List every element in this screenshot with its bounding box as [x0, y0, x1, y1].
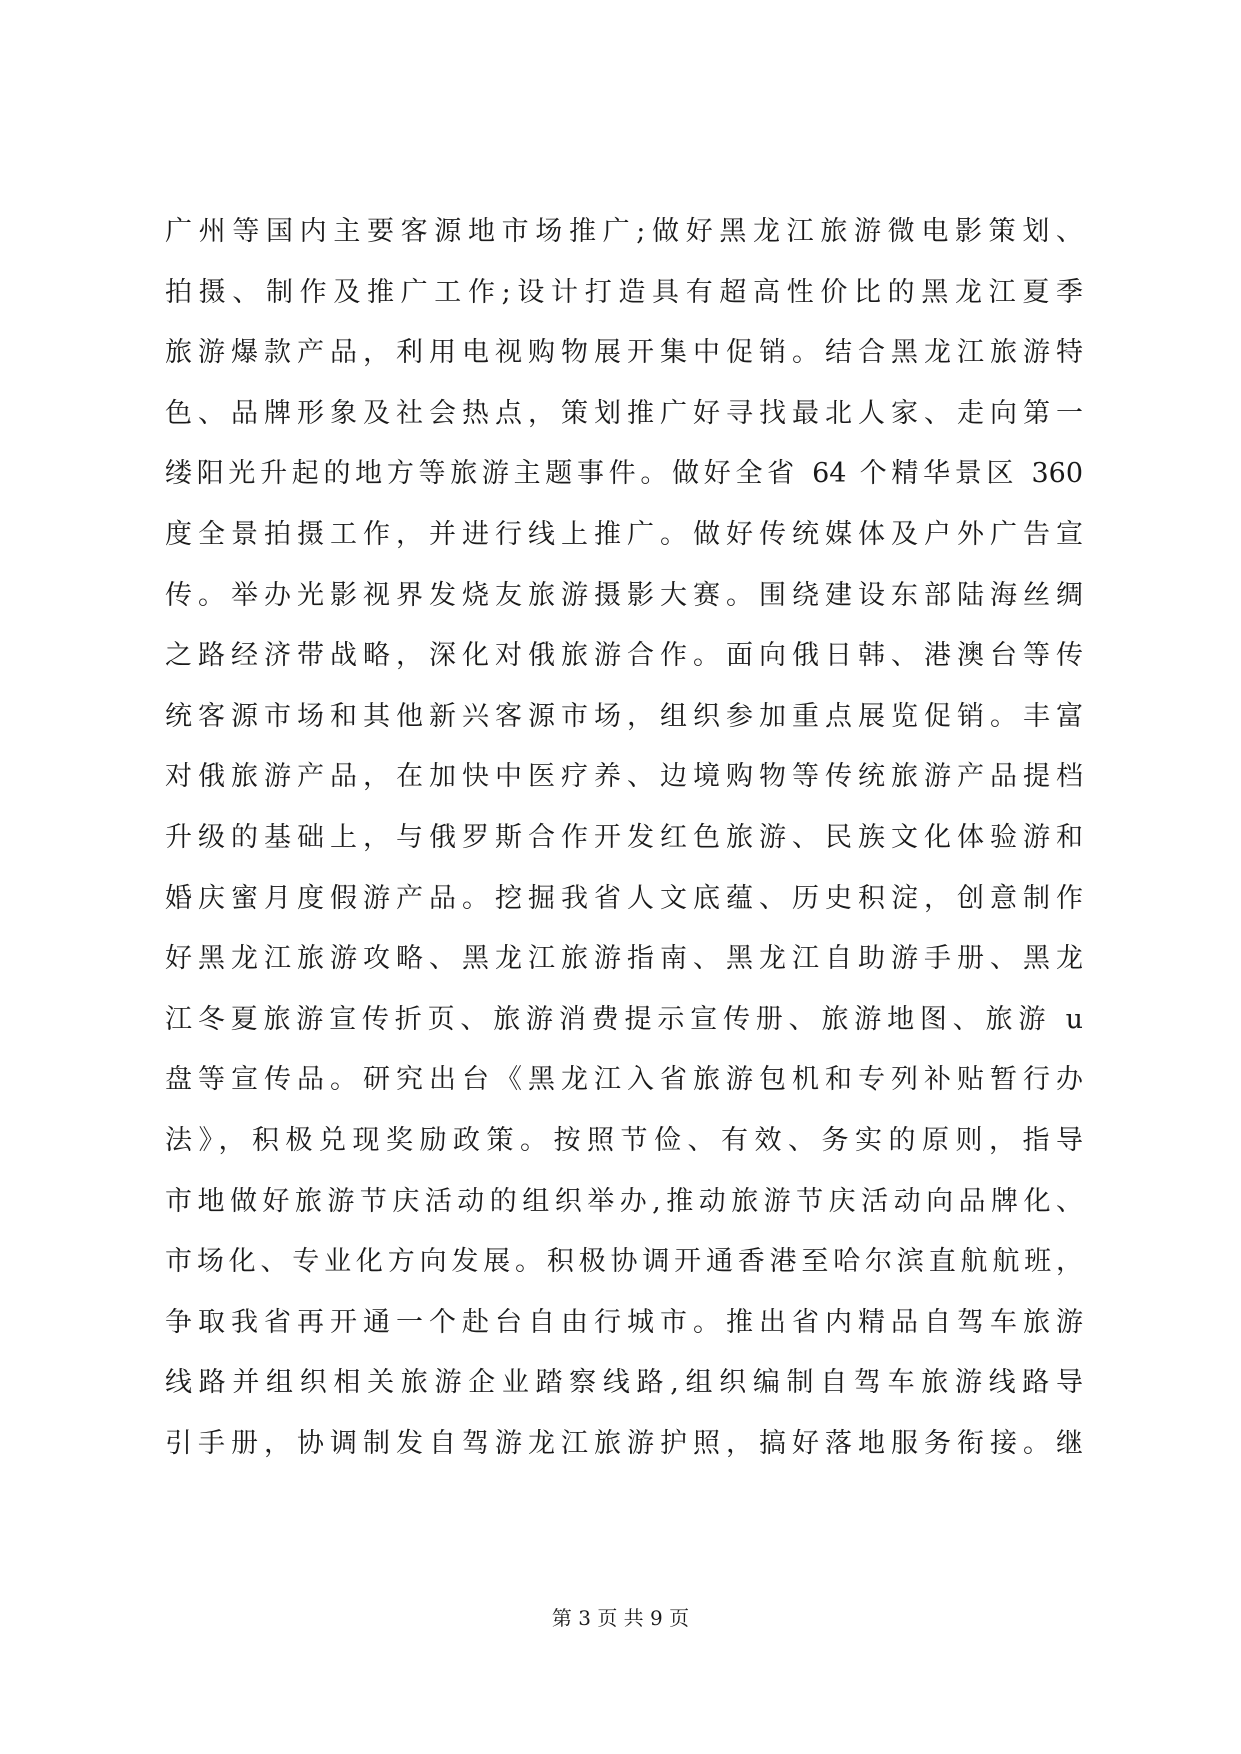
text-line: 市场化、专业化方向发展。积极协调开通香港至哈尔滨直航航班， [165, 1246, 1083, 1278]
text-line: 对俄旅游产品，在加快中医疗养、边境购物等传统旅游产品提档 [165, 761, 1083, 793]
text-line: 市地做好旅游节庆活动的组织举办,推动旅游节庆活动向品牌化、 [165, 1185, 1083, 1217]
text-line: 江冬夏旅游宣传折页、旅游消费提示宣传册、旅游地图、旅游 u [165, 1003, 1083, 1035]
text-line: 传。举办光影视界发烧友旅游摄影大赛。围绕建设东部陆海丝绸 [165, 579, 1083, 611]
text-line: 婚庆蜜月度假游产品。挖掘我省人文底蕴、历史积淀，创意制作 [165, 882, 1083, 914]
text-line: 旅游爆款产品，利用电视购物展开集中促销。结合黑龙江旅游特 [165, 337, 1083, 369]
text-line: 之路经济带战略，深化对俄旅游合作。面向俄日韩、港澳台等传 [165, 640, 1083, 672]
text-line: 色、品牌形象及社会热点，策划推广好寻找最北人家、走向第一 [165, 397, 1083, 429]
text-line: 线路并组织相关旅游企业踏察线路,组织编制自驾车旅游线路导 [165, 1367, 1083, 1399]
text-line: 争取我省再开通一个赴台自由行城市。推出省内精品自驾车旅游 [165, 1306, 1083, 1338]
text-line: 广州等国内主要客源地市场推广;做好黑龙江旅游微电影策划、 [165, 216, 1083, 247]
body-paragraph [165, 202, 1083, 1474]
text-line: 度全景拍摄工作，并进行线上推广。做好传统媒体及户外广告宣 [165, 518, 1083, 550]
text-line: 升级的基础上，与俄罗斯合作开发红色旅游、民族文化体验游和 [165, 821, 1083, 853]
text-line: 盘等宣传品。研究出台《黑龙江入省旅游包机和专列补贴暂行办 [165, 1064, 1083, 1096]
text-line: 统客源市场和其他新兴客源市场，组织参加重点展览促销。丰富 [165, 700, 1083, 732]
text-line: 拍摄、制作及推广工作;设计打造具有超高性价比的黑龙江夏季 [165, 276, 1083, 308]
text-line: 法》，积极兑现奖励政策。按照节俭、有效、务实的原则，指导 [165, 1124, 1083, 1156]
text-line: 缕阳光升起的地方等旅游主题事件。做好全省 64 个精华景区 360 [165, 458, 1083, 490]
text-line: 引手册，协调制发自驾游龙江旅游护照，搞好落地服务衔接。继 [165, 1427, 1083, 1459]
page-number-footer: 第 3 页 共 9 页 [551, 1606, 690, 1630]
text-line: 好黑龙江旅游攻略、黑龙江旅游指南、黑龙江自助游手册、黑龙 [165, 943, 1083, 975]
